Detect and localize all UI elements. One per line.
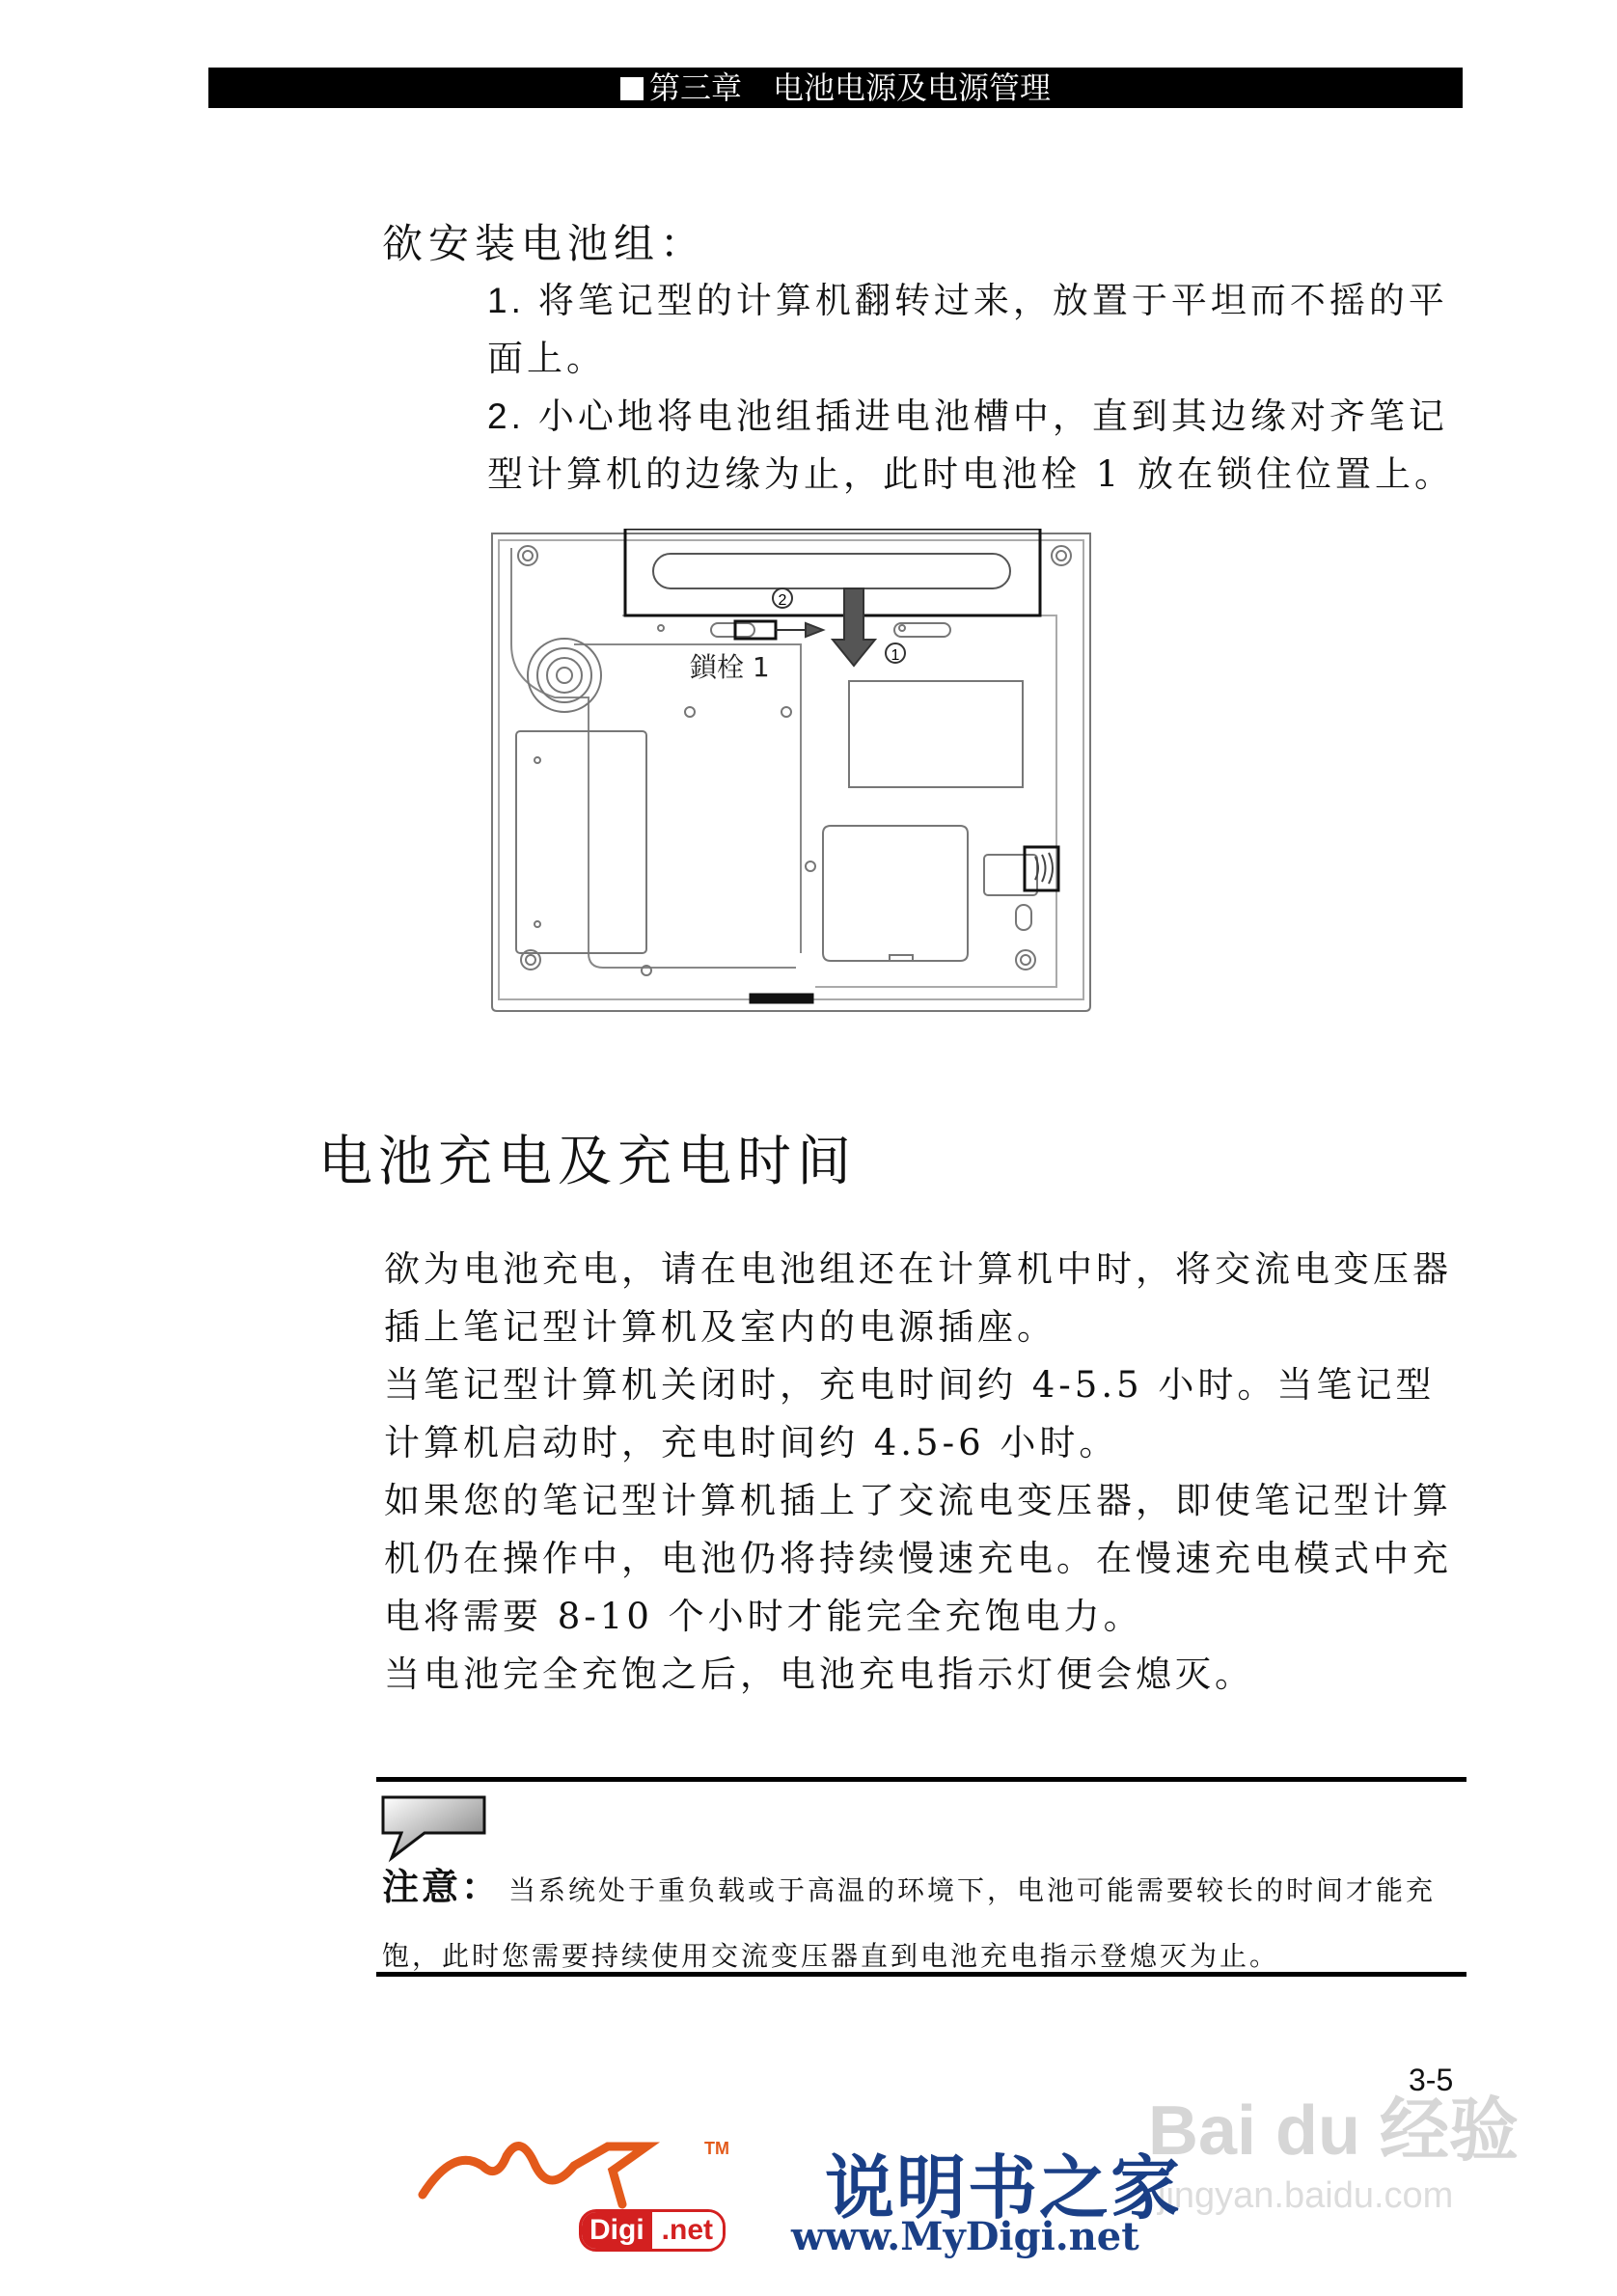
step-text: 将笔记型的计算机翻转过来，放置于平坦而不摇的平面上。 xyxy=(487,280,1448,379)
callout-1: 1 xyxy=(891,647,900,664)
latch-label: 鎖栓 1 xyxy=(690,651,770,683)
arrow-right-icon xyxy=(776,623,823,637)
note-bottom-rule xyxy=(376,1972,1466,1977)
mydigi-logo xyxy=(415,2127,781,2214)
charging-paragraph: 当笔记型计算机关闭时，充电时间约 4-5.5 小时。当笔记型计算机启动时，充电时间约 4.5-6 小时。 xyxy=(384,1364,1436,1463)
install-intro: 欲安装电池组： xyxy=(382,220,707,267)
note-top-rule xyxy=(376,1777,1466,1782)
note-text xyxy=(382,1854,1463,1989)
arrow-down-icon xyxy=(833,588,875,666)
square-bullet-icon xyxy=(620,77,644,100)
charging-paragraph: 如果您的笔记型计算机插上了交流电变压器，即使笔记型计算机仍在操作中，电池仍将持续慢速充电。在慢速充电模式中充电将需要 8-10 个小时才能完全充饱电力。 xyxy=(384,1480,1452,1637)
badge-left: Digi xyxy=(582,2212,652,2249)
battery-install-diagram xyxy=(487,529,1095,1021)
my-swoosh-icon xyxy=(423,2146,646,2204)
chapter-title: 第三章 电池电源及电源管理 xyxy=(648,69,1051,106)
install-step-1 xyxy=(487,272,1462,388)
install-step-2 xyxy=(487,388,1462,504)
battery-outline xyxy=(625,529,1040,615)
baidu-watermark-url: jingyan.baidu.com xyxy=(1158,2175,1454,2216)
digi-net-badge xyxy=(579,2209,726,2252)
brand-name: 说明书之家 xyxy=(825,2147,1183,2228)
note-body: 当系统处于重负载或于高温的环境下，电池可能需要较长的时间才能充饱，此时您需要持续使用交流变压器直到电池充电指示登熄灭为止。 xyxy=(382,1874,1437,1972)
charging-paragraph: 欲为电池充电，请在电池组还在计算机中时，将交流电变压器插上笔记型计算机及室内的电源插座。 xyxy=(384,1248,1452,1348)
callout-2: 2 xyxy=(778,592,787,609)
badge-right: .net xyxy=(652,2212,723,2249)
trademark: TM xyxy=(704,2139,729,2158)
page-number: 3-5 xyxy=(1409,2063,1454,2097)
step-number: 1. xyxy=(487,281,525,320)
step-number: 2. xyxy=(487,396,525,436)
baidu-watermark: Bai du 经验 xyxy=(1148,2092,1520,2170)
chapter-header xyxy=(208,68,1463,108)
note-label: 注意： xyxy=(382,1865,502,1908)
section-title: 电池充电及充电时间 xyxy=(318,1131,857,1193)
brand-url: www.MyDigi.net xyxy=(791,2214,1139,2259)
charging-paragraph: 当电池完全充饱之后，电池充电指示灯便会熄灭。 xyxy=(384,1654,1254,1695)
step-text: 小心地将电池组插进电池槽中，直到其边缘对齐笔记型计算机的边缘为止，此时电池栓 1 放在锁住位置上。 xyxy=(487,396,1455,495)
